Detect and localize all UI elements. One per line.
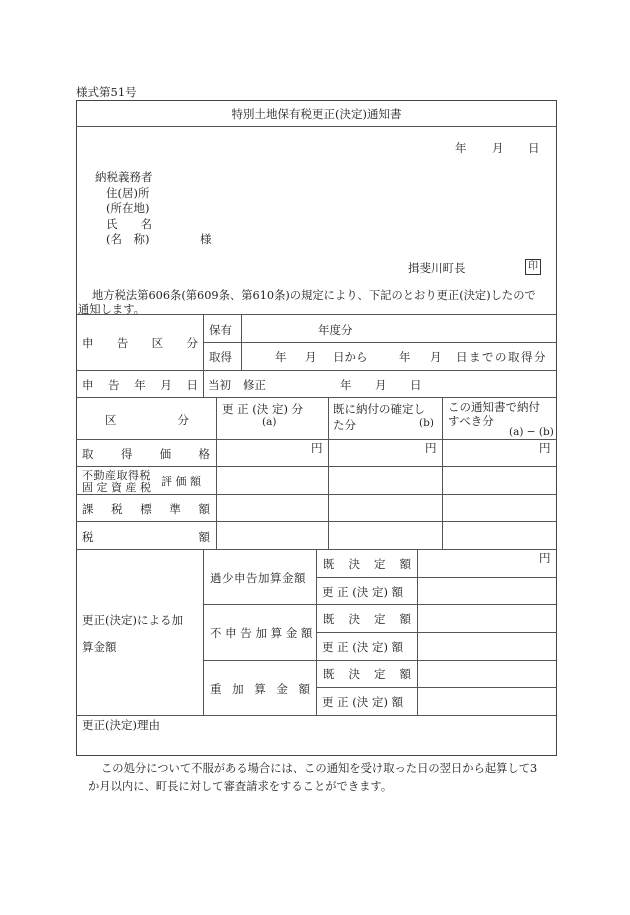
char: 額 <box>198 530 210 544</box>
initial-label: 当初 <box>208 378 231 392</box>
revised-amount-label: 更 正 (決 定) 額 <box>322 585 404 599</box>
char: 価 <box>159 447 172 461</box>
char: 算 <box>254 682 266 696</box>
intro-text-line1: 地方税法第606条(第609条、第610条)の規定により、下記のとおり更正(決定)したので <box>92 289 536 302</box>
char: 分 <box>177 413 189 427</box>
seal-icon: 印 <box>525 259 541 275</box>
yen-unit: 円 <box>425 441 437 455</box>
decl-year: 年 <box>340 378 352 392</box>
char: 既 <box>323 557 335 571</box>
col-b-header: 既に納付の確定し <box>333 402 425 416</box>
acquisition-label: 取得 <box>209 350 232 364</box>
row-valuation-label-right: 評 価 額 <box>161 475 201 488</box>
char: 額 <box>198 502 210 516</box>
divider <box>203 604 557 605</box>
char: 年 <box>134 378 146 392</box>
divider <box>316 687 557 688</box>
intro-text-line2: 通知します。 <box>78 303 145 316</box>
yen-unit: 円 <box>539 551 551 565</box>
name-label: 氏 名 <box>106 217 152 231</box>
char: 定 <box>374 667 386 681</box>
divider <box>316 632 557 633</box>
issuer-name: 揖斐川町長 <box>408 261 466 275</box>
address-label: 住(居)所 <box>106 186 150 200</box>
appeal-notice-line2: か月以内に、町長に対して審査請求をすることができます。 <box>88 780 393 793</box>
decl-day: 日 <box>410 378 422 392</box>
taxpayer-label: 納税義務者 <box>95 170 153 184</box>
char: 重 <box>210 682 222 696</box>
divider <box>76 494 557 495</box>
divider <box>76 314 557 315</box>
char: 分 <box>186 336 198 350</box>
acq-from-year: 年 <box>275 350 287 364</box>
col-c-header: この通知書で納付 <box>448 400 540 414</box>
divider <box>328 397 329 549</box>
underreport-penalty-label: 過少申告加算金額 <box>210 571 306 585</box>
divider <box>203 660 557 661</box>
divider <box>76 397 557 398</box>
form-number: 様式第51号 <box>76 85 137 99</box>
date-day: 日 <box>528 141 540 155</box>
row-acquisition-price-label <box>82 446 210 462</box>
char: 準 <box>169 502 181 516</box>
date-month: 月 <box>492 141 504 155</box>
existing-amount-label <box>323 666 411 682</box>
divider <box>203 342 557 343</box>
char: 額 <box>399 612 411 626</box>
divider <box>76 715 557 716</box>
declaration-class-label <box>82 335 198 351</box>
heavy-penalty-label <box>210 681 310 697</box>
additional-label-line1: 更正(決定)による加 <box>82 613 183 627</box>
acq-from-day: 日から <box>333 350 368 364</box>
acq-from-month: 月 <box>305 350 317 364</box>
divider <box>76 521 557 522</box>
yen-unit: 円 <box>539 441 551 455</box>
class-header <box>105 412 189 428</box>
decl-month: 月 <box>375 378 387 392</box>
char: 申 <box>82 336 94 350</box>
name-sub-label: (名 称) <box>106 232 150 246</box>
declaration-date-label <box>82 377 198 393</box>
col-a-mark: (a) <box>262 416 277 428</box>
holding-label: 保有 <box>209 323 232 337</box>
char: 加 <box>232 682 244 696</box>
existing-amount-label <box>323 556 411 572</box>
revised-label: 修正 <box>243 378 266 392</box>
char: 額 <box>399 557 411 571</box>
honorific: 様 <box>200 232 212 246</box>
char: 取 <box>82 447 94 461</box>
char: 金 <box>276 682 288 696</box>
char: 税 <box>82 530 94 544</box>
row-tax-amount-label <box>82 529 210 545</box>
char: 既 <box>323 667 335 681</box>
char: 区 <box>105 413 117 427</box>
char: 格 <box>198 447 210 461</box>
char: 標 <box>140 502 152 516</box>
divider <box>76 370 557 371</box>
char: 告 <box>108 378 120 392</box>
char: 申 <box>82 378 94 392</box>
appeal-notice-line1: この処分について不服がある場合には、この通知を受け取った日の翌日から起算して3 <box>101 762 538 775</box>
additional-label-line2: 算金額 <box>82 640 117 654</box>
col-b-header-line2: た分 <box>333 418 356 432</box>
divider <box>442 397 443 549</box>
existing-amount-label <box>323 611 411 627</box>
holding-fiscal-year: 年度分 <box>318 323 353 337</box>
nonfiling-penalty-label: 不 申 告 加 算 金 額 <box>210 626 313 640</box>
address-sub-label: (所在地) <box>106 201 150 215</box>
acq-to-day: 日までの取得分 <box>456 350 547 364</box>
divider <box>76 126 557 127</box>
char: 課 <box>82 502 94 516</box>
char: 月 <box>160 378 172 392</box>
divider <box>203 314 204 397</box>
divider <box>316 577 557 578</box>
row-valuation-label-top: 不動産取得税 <box>82 469 151 482</box>
char: 得 <box>120 447 133 461</box>
row-tax-base-label <box>82 501 210 517</box>
acq-to-year: 年 <box>399 350 411 364</box>
date-year: 年 <box>455 141 467 155</box>
char: 額 <box>298 682 310 696</box>
col-c-mark: (a) − (b) <box>509 426 554 438</box>
document-title: 特別土地保有税更正(決定)通知書 <box>231 107 402 121</box>
char: 区 <box>151 336 164 350</box>
char: 告 <box>116 336 129 350</box>
col-c-header-line2: すべき分 <box>448 414 494 428</box>
char: 額 <box>399 667 411 681</box>
acq-to-month: 月 <box>430 350 442 364</box>
col-b-mark: (b) <box>419 417 434 429</box>
char: 決 <box>348 557 360 571</box>
char: 決 <box>348 667 360 681</box>
row-valuation-label-bottom: 固 定 資 産 税 <box>82 481 151 494</box>
char: 日 <box>186 378 198 392</box>
divider <box>216 397 217 549</box>
revised-amount-label: 更 正 (決 定) 額 <box>322 640 404 654</box>
char: 決 <box>348 612 360 626</box>
yen-unit: 円 <box>311 441 323 455</box>
reason-label: 更正(決定)理由 <box>82 718 160 732</box>
col-a-header: 更 正 (決 定) 分 <box>222 402 304 416</box>
divider <box>203 549 204 715</box>
char: 税 <box>111 502 123 516</box>
char: 定 <box>374 612 386 626</box>
char: 定 <box>374 557 386 571</box>
revised-amount-label: 更 正 (決 定) 額 <box>322 695 404 709</box>
char: 既 <box>323 612 335 626</box>
